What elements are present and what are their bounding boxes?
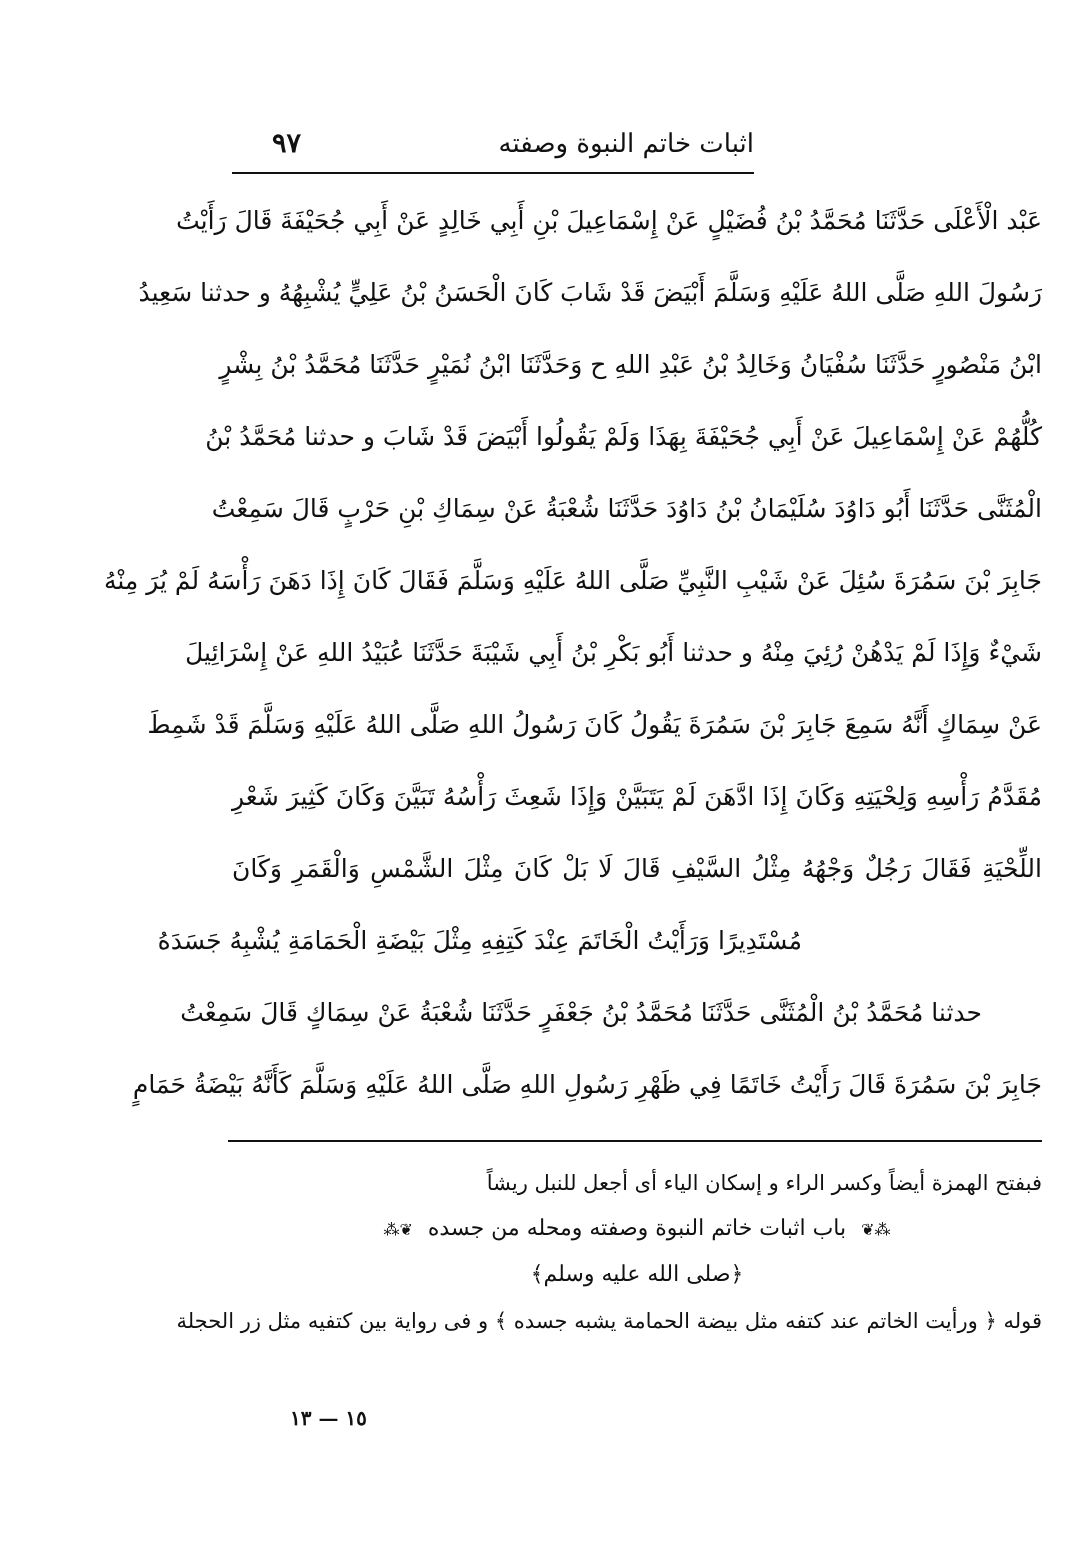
footnote-line: فبفتح الهمزة أيضاً وكسر الراء و إسكان الياء أى أجعل للنبل ريشاً bbox=[486, 1171, 1042, 1195]
text-line: عَبْد الْأَعْلَى حَدَّثَنَا مُحَمَّدُ بْنُ فُضَيْلٍ عَنْ إِسْمَاعِيلَ بْنِ أَبِي خَالِدٍ عَنْ أَبِي جُحَيْفَةَ قَالَ رَأَيْتُ bbox=[176, 206, 1042, 235]
footnote-line: قوله ﴿ ورأيت الخاتم عند كتفه مثل بيضة الحمامة يشبه جسده ﴾ و فى رواية بين كتفيه مثل زر الحجلة bbox=[176, 1309, 1042, 1333]
chapter-subtitle: ﴿صلى الله عليه وسلم﴾ bbox=[530, 1262, 744, 1287]
text-line: الْمُثَنَّى حَدَّثَنَا أَبُو دَاوُدَ سُلَيْمَانُ بْنُ دَاوُدَ حَدَّثَنَا شُعْبَةُ عَنْ سِمَاكِ بْنِ حَرْبٍ قَالَ سَمِعْتُ bbox=[211, 494, 1042, 523]
text-line-content: مُسْتَدِيرًا وَرَأَيْتُ الْخَاتَمَ عِنْدَ كَتِفِهِ مِثْلَ بَيْضَةِ الْحَمَامَةِ يُشْبِهُ جَسَدَهُ bbox=[157, 926, 802, 955]
ornament-right: ⁂❦ bbox=[861, 1220, 891, 1239]
main-text bbox=[103, 185, 1042, 1121]
header-rule bbox=[232, 172, 754, 174]
chapter-title: باب اثبات خاتم النبوة وصفته ومحله من جسده bbox=[427, 1216, 847, 1241]
text-line: مُقَدَّمُ رَأْسِهِ وَلِحْيَتِهِ وَكَانَ إِذَا ادَّهَنَ لَمْ يَتَبَيَّنْ وَإِذَا شَعِثَ رَأْسُهُ تَبَيَّنَ وَكَانَ كَثِيرَ شَعْرِ bbox=[232, 782, 1042, 811]
text-line: جَابِرَ بْنَ سَمُرَةَ سُئِلَ عَنْ شَيْبِ النَّبِيِّ صَلَّى اللهُ عَلَيْهِ وَسَلَّمَ فَقَالَ كَانَ إِذَا دَهَنَ رَأْسَهُ لَمْ يُرَ مِنْهُ bbox=[103, 566, 1042, 595]
text-line: ابْنُ مَنْصُورٍ حَدَّثَنَا سُفْيَانُ وَخَالِدُ بْنُ عَبْدِ اللهِ ح وَحَدَّثَنَا ابْنُ نُمَيْرٍ حَدَّثَنَا مُحَمَّدُ بْنُ بِشْرٍ bbox=[219, 350, 1042, 379]
signature-mark: ١٥ — ١٣ bbox=[290, 1406, 367, 1430]
text-line-short bbox=[157, 905, 1042, 977]
footnote-rule bbox=[228, 1140, 1042, 1142]
text-line: شَيْءٌ وَإِذَا لَمْ يَدْهُنْ رُئِيَ مِنْهُ و حدثنا أَبُو بَكْرِ بْنُ أَبِي شَيْبَةَ حَدَّثَنَا عُبَيْدُ اللهِ عَنْ إِسْرَائِيلَ bbox=[185, 638, 1042, 667]
running-title: اثبات خاتم النبوة وصفته bbox=[498, 129, 754, 159]
text-line: رَسُولَ اللهِ صَلَّى اللهُ عَلَيْهِ وَسَلَّمَ أَبْيَضَ قَدْ شَابَ كَانَ الْحَسَنُ بْنُ عَلِيٍّ يُشْبِهُهُ و حدثنا سَعِيدُ bbox=[138, 278, 1042, 307]
text-line: جَابِرَ بْنَ سَمُرَةَ قَالَ رَأَيْتُ خَاتَمًا فِي ظَهْرِ رَسُولِ اللهِ صَلَّى اللهُ عَلَيْهِ وَسَلَّمَ كَأَنَّهُ بَيْضَةُ حَمَامٍ bbox=[132, 1070, 1042, 1099]
text-line: اللِّحْيَةِ فَقَالَ رَجُلٌ وَجْهُهُ مِثْلُ السَّيْفِ قَالَ لَا بَلْ كَانَ مِثْلَ الشَّمْسِ وَالْقَمَرِ وَكَانَ bbox=[232, 854, 1042, 883]
text-line: عَنْ سِمَاكٍ أَنَّهُ سَمِعَ جَابِرَ بْنَ سَمُرَةَ يَقُولُ كَانَ رَسُولُ اللهِ صَلَّى اللهُ عَلَيْهِ وَسَلَّمَ قَدْ شَمِطَ bbox=[147, 710, 1042, 739]
footnotes bbox=[176, 1160, 1042, 1344]
text-line-indented: حدثنا مُحَمَّدُ بْنُ الْمُثَنَّى حَدَّثَنَا مُحَمَّدُ بْنُ جَعْفَرٍ حَدَّثَنَا شُعْبَةُ عَنْ سِمَاكٍ قَالَ سَمِعْتُ bbox=[180, 998, 982, 1027]
ornament-left: ❦⁂ bbox=[383, 1220, 413, 1239]
text-line: كُلُّهُمْ عَنْ إِسْمَاعِيلَ عَنْ أَبِي جُحَيْفَةَ بِهَذَا وَلَمْ يَقُولُوا أَبْيَضَ قَدْ شَابَ و حدثنا مُحَمَّدُ بْنُ bbox=[205, 422, 1042, 451]
page-number: ٩٧ bbox=[272, 128, 302, 159]
chapter-heading bbox=[232, 1206, 1042, 1252]
running-head bbox=[232, 126, 754, 166]
